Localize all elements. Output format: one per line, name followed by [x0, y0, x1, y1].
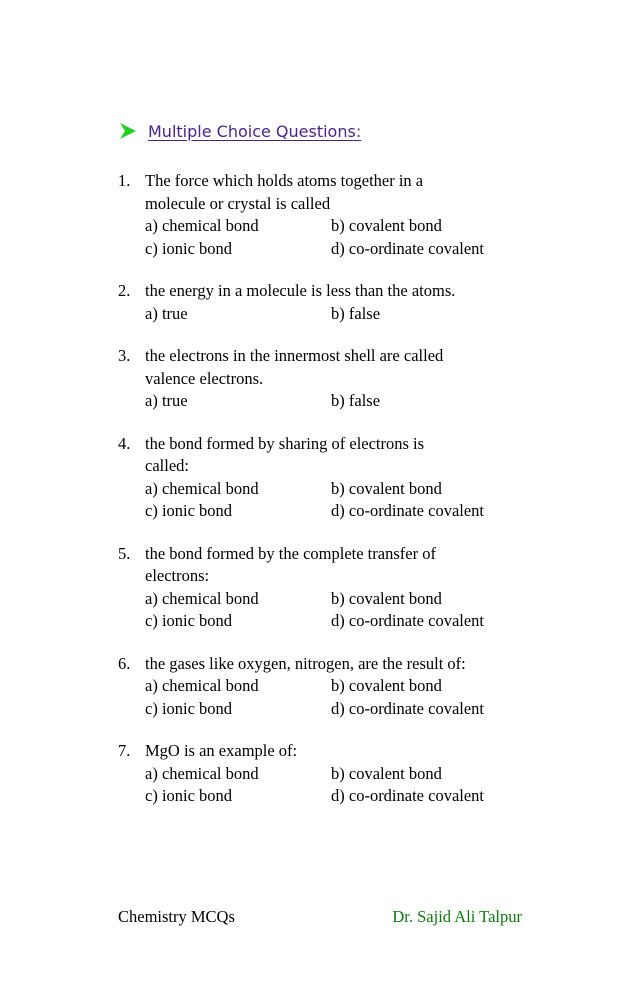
options-row: [118, 698, 558, 721]
question-number: 6.: [118, 653, 131, 673]
answer-option: c) ionic bond: [145, 501, 233, 520]
question-line: [118, 345, 558, 368]
question-text: molecule or crystal is called: [145, 193, 331, 213]
answer-option: d) co-ordinate covalent: [331, 501, 485, 520]
answer-option: c) ionic bond: [145, 238, 233, 258]
answer-option: a) chemical bond: [145, 478, 259, 498]
answer-option: a) true: [145, 303, 188, 323]
question-number: 5.: [118, 543, 131, 563]
answer-option: b) covalent bond: [331, 478, 442, 498]
question-list: [118, 170, 558, 828]
question-number: 1.: [118, 171, 131, 190]
answer-option: b) covalent bond: [331, 676, 442, 695]
question-item: [118, 653, 558, 721]
answer-option: a) chemical bond: [145, 763, 259, 783]
question-item: [118, 280, 558, 325]
section-heading: [118, 119, 361, 143]
question-item: [118, 433, 558, 523]
question-line: [118, 193, 558, 216]
question-text: the gases like oxygen, nitrogen, are the result of:: [145, 653, 466, 673]
question-line: [118, 565, 558, 588]
question-text: the bond formed by the complete transfer of: [145, 543, 436, 563]
question-number: 2.: [118, 281, 131, 300]
question-text: The force which holds atoms together in a: [145, 171, 424, 190]
answer-option: c) ionic bond: [145, 611, 233, 630]
question-item: [118, 543, 558, 633]
answer-option: d) co-ordinate covalent: [331, 238, 485, 258]
question-line: [118, 368, 558, 391]
options-row: [118, 588, 558, 611]
answer-option: a) chemical bond: [145, 216, 259, 235]
question-text: the bond formed by sharing of electrons is: [145, 433, 425, 453]
page-footer: [118, 905, 522, 929]
footer-title: Chemistry MCQs: [118, 907, 235, 926]
answer-option: d) co-ordinate covalent: [331, 786, 485, 805]
question-number: 4.: [118, 433, 131, 453]
options-row: [118, 390, 558, 413]
answer-option: a) chemical bond: [145, 676, 259, 695]
arrow-bullet-icon: [118, 121, 138, 141]
question-text: the electrons in the innermost shell are called: [145, 346, 444, 365]
options-row: [118, 785, 558, 808]
question-line: [118, 433, 558, 456]
question-line: [118, 543, 558, 566]
answer-option: b) false: [331, 303, 381, 323]
answer-option: b) covalent bond: [331, 588, 442, 608]
question-text: called:: [145, 456, 189, 475]
question-item: [118, 345, 558, 413]
answer-option: c) ionic bond: [145, 698, 233, 718]
options-row: [118, 303, 558, 326]
answer-option: d) co-ordinate covalent: [331, 611, 485, 630]
question-item: [118, 170, 558, 260]
heading-text: Multiple Choice Questions:: [148, 121, 362, 141]
question-line: [118, 740, 558, 763]
question-line: [118, 653, 558, 676]
question-text: MgO is an example of:: [145, 741, 298, 760]
question-line: [118, 280, 558, 303]
question-text: electrons:: [145, 566, 210, 585]
question-line: [118, 455, 558, 478]
options-row: [118, 238, 558, 261]
options-row: [118, 610, 558, 633]
options-row: [118, 215, 558, 238]
question-number: 7.: [118, 741, 131, 760]
answer-option: a) chemical bond: [145, 588, 259, 608]
answer-option: b) covalent bond: [331, 216, 442, 235]
question-line: [118, 170, 558, 193]
options-row: [118, 478, 558, 501]
footer-author: Dr. Sajid Ali Talpur: [392, 907, 522, 926]
answer-option: a) true: [145, 391, 188, 410]
question-text: valence electrons.: [145, 368, 264, 388]
question-number: 3.: [118, 346, 131, 365]
answer-option: d) co-ordinate covalent: [331, 698, 485, 718]
options-row: [118, 675, 558, 698]
question-text: the energy in a molecule is less than the atoms.: [145, 281, 456, 300]
question-item: [118, 740, 558, 808]
answer-option: b) false: [331, 391, 381, 410]
answer-option: b) covalent bond: [331, 763, 442, 783]
options-row: [118, 763, 558, 786]
answer-option: c) ionic bond: [145, 786, 233, 805]
options-row: [118, 500, 558, 523]
